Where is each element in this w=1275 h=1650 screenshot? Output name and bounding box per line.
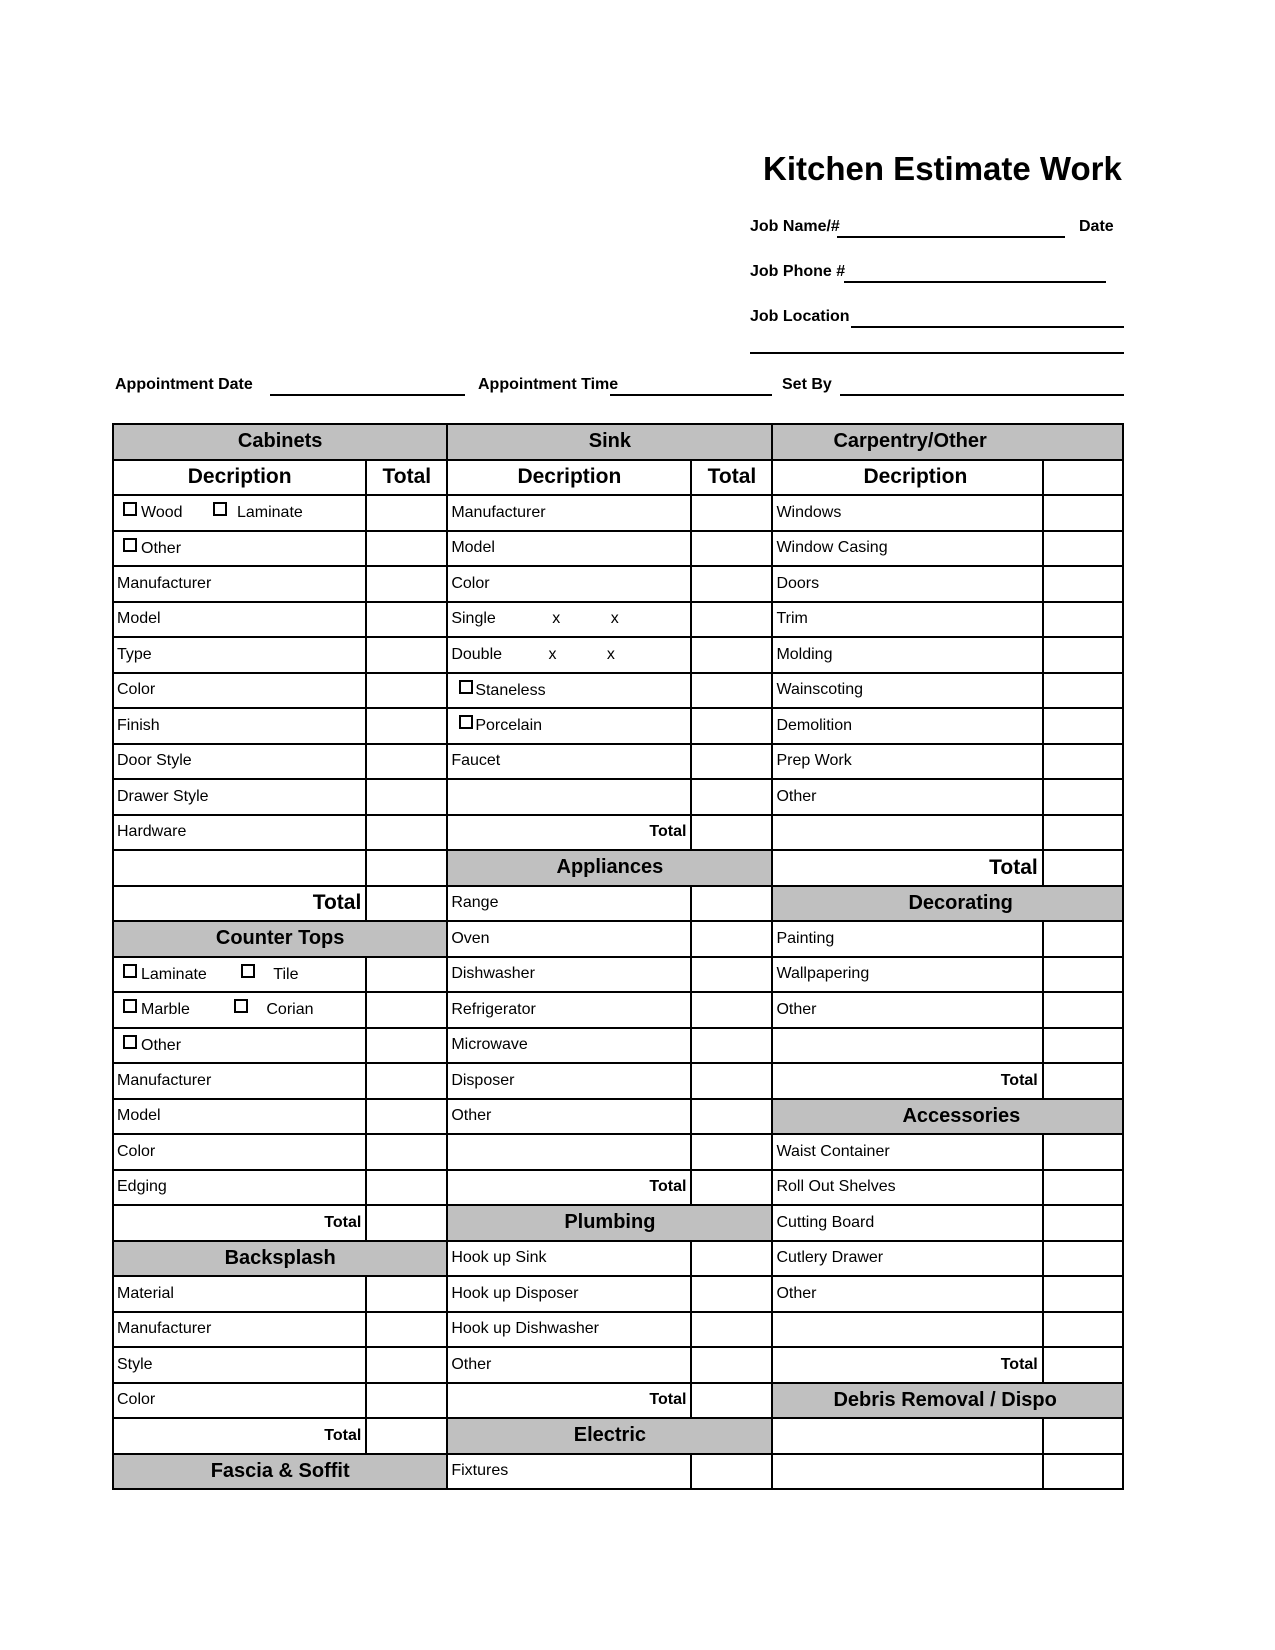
backsplash-total-cell[interactable] bbox=[366, 1276, 447, 1312]
decorating-total-cell[interactable] bbox=[1043, 992, 1123, 1028]
appliances-total-label: Total bbox=[447, 1170, 691, 1206]
countertop-item: Manufacturer bbox=[113, 1063, 366, 1099]
decorating-item: Other bbox=[772, 992, 1042, 1028]
table-row bbox=[113, 708, 1123, 744]
plumbing-grand-total-cell[interactable] bbox=[691, 1383, 772, 1419]
table-row bbox=[113, 531, 1123, 567]
table-row bbox=[113, 1418, 1123, 1454]
sink-total-cell[interactable] bbox=[691, 602, 772, 638]
backsplash-total-cell[interactable] bbox=[366, 1383, 447, 1419]
cabinet-total-cell[interactable] bbox=[366, 602, 447, 638]
appliance-total-cell[interactable] bbox=[691, 992, 772, 1028]
decorating-item: Painting bbox=[772, 921, 1042, 957]
table-row bbox=[113, 424, 1123, 460]
table-row bbox=[113, 1205, 1123, 1241]
table-row bbox=[113, 921, 1123, 957]
cabinet-total-cell[interactable] bbox=[366, 673, 447, 709]
corian-checkbox[interactable] bbox=[234, 999, 248, 1013]
carpentry-total-cell[interactable] bbox=[1043, 602, 1123, 638]
accessory-total-cell[interactable] bbox=[1043, 1241, 1123, 1277]
cabinet-total-cell[interactable] bbox=[366, 708, 447, 744]
electric-total-cell[interactable] bbox=[691, 1454, 772, 1490]
carpentry-item: Trim bbox=[772, 602, 1042, 638]
decorating-blank-cell[interactable] bbox=[772, 1028, 1042, 1064]
accessory-total-cell[interactable] bbox=[1043, 1312, 1123, 1348]
job-location-field[interactable] bbox=[851, 326, 1124, 328]
wood-checkbox[interactable] bbox=[123, 502, 137, 516]
tile-label: Tile bbox=[273, 965, 299, 983]
sink-color-label: Color bbox=[447, 566, 691, 602]
carpentry-item: Windows bbox=[772, 495, 1042, 531]
carpentry-total-header bbox=[1043, 460, 1123, 496]
plumbing-total-label: Total bbox=[447, 1383, 691, 1419]
plumbing-total-cell[interactable] bbox=[691, 1276, 772, 1312]
table-row bbox=[113, 1028, 1123, 1064]
backsplash-item: Material bbox=[113, 1276, 366, 1312]
sink-total-cell[interactable] bbox=[691, 708, 772, 744]
other-checkbox[interactable] bbox=[123, 1035, 137, 1049]
sink-total-cell[interactable] bbox=[691, 531, 772, 567]
table-row bbox=[113, 1312, 1123, 1348]
cabinets-total-header: Total bbox=[366, 460, 447, 496]
appointment-date-label: Appointment Date bbox=[115, 376, 253, 393]
plumbing-item: Hook up Sink bbox=[447, 1241, 691, 1277]
table-row bbox=[113, 1383, 1123, 1419]
date-label: Date bbox=[1079, 218, 1114, 235]
carpentry-total-cell[interactable] bbox=[1043, 637, 1123, 673]
backsplash-item: Manufacturer bbox=[113, 1312, 366, 1348]
appliance-total-cell[interactable] bbox=[691, 1134, 772, 1170]
backsplash-total-cell[interactable] bbox=[366, 1312, 447, 1348]
countertop-other-cell bbox=[113, 1028, 366, 1064]
corian-label: Corian bbox=[266, 1001, 314, 1019]
staneless-checkbox[interactable] bbox=[459, 680, 473, 694]
appliance-total-cell[interactable] bbox=[691, 1028, 772, 1064]
table-row bbox=[113, 957, 1123, 993]
countertop-total-cell[interactable] bbox=[366, 1170, 447, 1206]
carpentry-item: Window Casing bbox=[772, 531, 1042, 567]
accessory-item: Roll Out Shelves bbox=[772, 1170, 1042, 1206]
countertop-total-cell[interactable] bbox=[366, 992, 447, 1028]
table-row bbox=[113, 1170, 1123, 1206]
appliance-blank-cell[interactable] bbox=[447, 1134, 691, 1170]
cabinet-total-cell[interactable] bbox=[366, 815, 447, 851]
debris-total-cell[interactable] bbox=[1043, 1418, 1123, 1454]
page-title: Kitchen Estimate Work bbox=[763, 150, 1122, 187]
table-row bbox=[113, 992, 1123, 1028]
sink-single-cell bbox=[447, 602, 691, 638]
countertop-total-cell[interactable] bbox=[366, 957, 447, 993]
table-row bbox=[113, 566, 1123, 602]
decorating-grand-total-cell[interactable] bbox=[1043, 1063, 1123, 1099]
appliance-total-cell[interactable] bbox=[691, 921, 772, 957]
accessory-item: Waist Container bbox=[772, 1134, 1042, 1170]
carpentry-blank-cell[interactable] bbox=[772, 815, 1042, 851]
accessory-item: Cutting Board bbox=[772, 1205, 1042, 1241]
table-row bbox=[113, 744, 1123, 780]
table-row bbox=[113, 1099, 1123, 1135]
dimension-x: x bbox=[606, 645, 615, 663]
sink-blank-cell[interactable] bbox=[447, 779, 691, 815]
sink-double-label: Double bbox=[451, 645, 503, 663]
cabinets-total-label: Total bbox=[113, 886, 366, 922]
counter-tops-grand-total-cell[interactable] bbox=[366, 1205, 447, 1241]
sink-total-label: Total bbox=[447, 815, 691, 851]
cabinet-item: Drawer Style bbox=[113, 779, 366, 815]
plumbing-total-cell[interactable] bbox=[691, 1241, 772, 1277]
cabinet-total-cell[interactable] bbox=[366, 850, 447, 886]
dimension-x: x bbox=[610, 610, 619, 628]
staneless-label: Staneless bbox=[475, 681, 546, 699]
decorating-title: Decorating bbox=[772, 886, 1123, 922]
cabinet-total-cell[interactable] bbox=[366, 566, 447, 602]
cabinets-grand-total-cell[interactable] bbox=[366, 886, 447, 922]
table-row bbox=[113, 1063, 1123, 1099]
countertop-total-cell[interactable] bbox=[366, 1099, 447, 1135]
debris-title: Debris Removal / Dispo bbox=[772, 1383, 1123, 1419]
cabinet-total-cell[interactable] bbox=[366, 637, 447, 673]
counter-tops-total-label: Total bbox=[113, 1205, 366, 1241]
carpentry-total-cell[interactable] bbox=[1043, 708, 1123, 744]
table-row bbox=[113, 1347, 1123, 1383]
table-row bbox=[113, 602, 1123, 638]
table-row bbox=[113, 1241, 1123, 1277]
carpentry-total-cell[interactable] bbox=[1043, 566, 1123, 602]
decorating-total-cell[interactable] bbox=[1043, 1028, 1123, 1064]
appliance-item: Microwave bbox=[447, 1028, 691, 1064]
carpentry-total-cell[interactable] bbox=[1043, 779, 1123, 815]
sink-total-cell[interactable] bbox=[691, 673, 772, 709]
cabinet-item: Model bbox=[113, 602, 366, 638]
accessory-total-cell[interactable] bbox=[1043, 1170, 1123, 1206]
job-phone-field[interactable] bbox=[844, 281, 1106, 283]
table-row bbox=[113, 1454, 1123, 1490]
accessories-title: Accessories bbox=[772, 1099, 1123, 1135]
carpentry-item: Wainscoting bbox=[772, 673, 1042, 709]
appliance-item: Oven bbox=[447, 921, 691, 957]
wood-label: Wood bbox=[141, 504, 183, 522]
cabinet-other-cell bbox=[113, 531, 366, 567]
appointment-time-field[interactable] bbox=[610, 394, 772, 396]
sink-model-label: Model bbox=[447, 531, 691, 567]
accessory-item: Cutlery Drawer bbox=[772, 1241, 1042, 1277]
accessory-total-cell[interactable] bbox=[1043, 1134, 1123, 1170]
decorating-total-cell[interactable] bbox=[1043, 957, 1123, 993]
table-row bbox=[113, 850, 1123, 886]
carpentry-total-cell[interactable] bbox=[1043, 673, 1123, 709]
plumbing-item: Hook up Disposer bbox=[447, 1276, 691, 1312]
carpentry-title: Carpentry/Other bbox=[772, 424, 1123, 460]
other-label: Other bbox=[141, 1036, 182, 1054]
job-name-field[interactable] bbox=[837, 236, 1065, 238]
job-location-field-line2[interactable] bbox=[750, 352, 1124, 354]
decorating-total-cell[interactable] bbox=[1043, 921, 1123, 957]
sink-total-cell[interactable] bbox=[691, 779, 772, 815]
debris-total-cell[interactable] bbox=[1043, 1454, 1123, 1490]
counter-tops-title: Counter Tops bbox=[113, 921, 447, 957]
appliance-item: Dishwasher bbox=[447, 957, 691, 993]
carpentry-total-cell[interactable] bbox=[1043, 495, 1123, 531]
appliance-item: Disposer bbox=[447, 1063, 691, 1099]
set-by-field[interactable] bbox=[840, 394, 1124, 396]
set-by-label: Set By bbox=[782, 376, 832, 393]
electric-item: Fixtures bbox=[447, 1454, 691, 1490]
sink-faucet-label: Faucet bbox=[447, 744, 691, 780]
accessory-total-cell[interactable] bbox=[1043, 1276, 1123, 1312]
job-phone-label: Job Phone # bbox=[750, 263, 846, 280]
table-row bbox=[113, 1276, 1123, 1312]
appliance-item: Other bbox=[447, 1099, 691, 1135]
backsplash-item: Color bbox=[113, 1383, 366, 1419]
sink-porcelain-cell bbox=[447, 708, 691, 744]
dimension-x: x bbox=[548, 645, 557, 663]
carpentry-total-cell[interactable] bbox=[1043, 744, 1123, 780]
cabinet-item: Manufacturer bbox=[113, 566, 366, 602]
appliances-grand-total-cell[interactable] bbox=[691, 1170, 772, 1206]
accessories-grand-total-cell[interactable] bbox=[1043, 1347, 1123, 1383]
job-name-label: Job Name/# bbox=[750, 218, 840, 235]
sink-total-header: Total bbox=[691, 460, 772, 496]
plumbing-title: Plumbing bbox=[447, 1205, 772, 1241]
plumbing-total-cell[interactable] bbox=[691, 1347, 772, 1383]
table-row bbox=[113, 495, 1123, 531]
table-row bbox=[113, 460, 1123, 496]
electric-title: Electric bbox=[447, 1418, 772, 1454]
cabinet-item: Type bbox=[113, 637, 366, 673]
accessory-total-cell[interactable] bbox=[1043, 1205, 1123, 1241]
carpentry-item: Prep Work bbox=[772, 744, 1042, 780]
appointment-time-label: Appointment Time bbox=[478, 376, 619, 393]
sink-total-cell[interactable] bbox=[691, 566, 772, 602]
cabinet-item: Hardware bbox=[113, 815, 366, 851]
table-row bbox=[113, 815, 1123, 851]
laminate-label: Laminate bbox=[141, 965, 207, 983]
carpentry-total-cell[interactable] bbox=[1043, 531, 1123, 567]
countertop-total-cell[interactable] bbox=[366, 1063, 447, 1099]
estimate-grid bbox=[112, 423, 1124, 1490]
backsplash-total-label: Total bbox=[113, 1418, 366, 1454]
cabinet-item: Door Style bbox=[113, 744, 366, 780]
cabinet-total-cell[interactable] bbox=[366, 744, 447, 780]
appointment-date-field[interactable] bbox=[270, 394, 465, 396]
debris-blank-cell[interactable] bbox=[772, 1454, 1042, 1490]
cabinet-blank-cell[interactable] bbox=[113, 850, 366, 886]
appliance-item: Refrigerator bbox=[447, 992, 691, 1028]
cabinets-title: Cabinets bbox=[113, 424, 447, 460]
tile-checkbox[interactable] bbox=[241, 964, 255, 978]
debris-blank-cell[interactable] bbox=[772, 1418, 1042, 1454]
sink-double-cell bbox=[447, 637, 691, 673]
carpentry-total-label: Total bbox=[772, 850, 1042, 886]
sink-desc-header: Decription bbox=[447, 460, 691, 496]
plumbing-item: Other bbox=[447, 1347, 691, 1383]
decorating-item: Wallpapering bbox=[772, 957, 1042, 993]
marble-label: Marble bbox=[141, 1001, 190, 1019]
cabinet-item: Finish bbox=[113, 708, 366, 744]
sink-grand-total-cell[interactable] bbox=[691, 815, 772, 851]
countertop-material-cell bbox=[113, 957, 366, 993]
accessory-blank-cell[interactable] bbox=[772, 1312, 1042, 1348]
sink-single-label: Single bbox=[451, 610, 496, 628]
other-checkbox[interactable] bbox=[123, 538, 137, 552]
countertop-total-cell[interactable] bbox=[366, 1028, 447, 1064]
countertop-item: Color bbox=[113, 1134, 366, 1170]
sink-manufacturer-label: Manufacturer bbox=[447, 495, 691, 531]
sink-staneless-cell bbox=[447, 673, 691, 709]
marble-checkbox[interactable] bbox=[123, 999, 137, 1013]
appliances-title: Appliances bbox=[447, 850, 772, 886]
porcelain-checkbox[interactable] bbox=[459, 715, 473, 729]
other-label: Other bbox=[141, 539, 182, 557]
accessories-total-label: Total bbox=[772, 1347, 1042, 1383]
cabinet-total-cell[interactable] bbox=[366, 531, 447, 567]
countertop-material-cell bbox=[113, 992, 366, 1028]
sink-title: Sink bbox=[447, 424, 772, 460]
table-row bbox=[113, 673, 1123, 709]
backsplash-total-cell[interactable] bbox=[366, 1347, 447, 1383]
cabinet-material-cell bbox=[113, 495, 366, 531]
backsplash-grand-total-cell[interactable] bbox=[366, 1418, 447, 1454]
sink-total-cell[interactable] bbox=[691, 744, 772, 780]
carpentry-item: Doors bbox=[772, 566, 1042, 602]
plumbing-total-cell[interactable] bbox=[691, 1312, 772, 1348]
carpentry-total-cell[interactable] bbox=[1043, 815, 1123, 851]
appliance-total-cell[interactable] bbox=[691, 1063, 772, 1099]
table-row bbox=[113, 779, 1123, 815]
carpentry-item: Molding bbox=[772, 637, 1042, 673]
countertop-total-cell[interactable] bbox=[366, 1134, 447, 1170]
laminate-label: Laminate bbox=[236, 504, 303, 522]
appliance-total-cell[interactable] bbox=[691, 957, 772, 993]
carpentry-desc-header: Decription bbox=[772, 460, 1042, 496]
decorating-total-label: Total bbox=[772, 1063, 1042, 1099]
laminate-checkbox[interactable] bbox=[123, 964, 137, 978]
cabinet-total-cell[interactable] bbox=[366, 779, 447, 815]
dimension-x: x bbox=[552, 610, 561, 628]
porcelain-label: Porcelain bbox=[475, 717, 543, 735]
sink-total-cell[interactable] bbox=[691, 637, 772, 673]
carpentry-item: Other bbox=[772, 779, 1042, 815]
fascia-title: Fascia & Soffit bbox=[113, 1454, 447, 1490]
cabinets-desc-header: Decription bbox=[113, 460, 366, 496]
laminate-checkbox[interactable] bbox=[213, 502, 227, 516]
table-row bbox=[113, 886, 1123, 922]
plumbing-item: Hook up Dishwasher bbox=[447, 1312, 691, 1348]
table-row bbox=[113, 637, 1123, 673]
countertop-item: Model bbox=[113, 1099, 366, 1135]
carpentry-item: Demolition bbox=[772, 708, 1042, 744]
backsplash-item: Style bbox=[113, 1347, 366, 1383]
backsplash-title: Backsplash bbox=[113, 1241, 447, 1277]
carpentry-grand-total-cell[interactable] bbox=[1043, 850, 1123, 886]
countertop-item: Edging bbox=[113, 1170, 366, 1206]
cabinet-total-cell[interactable] bbox=[366, 495, 447, 531]
appliance-item: Range bbox=[447, 886, 691, 922]
table-row bbox=[113, 1134, 1123, 1170]
appliance-total-cell[interactable] bbox=[691, 886, 772, 922]
sink-total-cell[interactable] bbox=[691, 495, 772, 531]
job-location-label: Job Location bbox=[750, 308, 850, 325]
cabinet-item: Color bbox=[113, 673, 366, 709]
appliance-total-cell[interactable] bbox=[691, 1099, 772, 1135]
accessory-item: Other bbox=[772, 1276, 1042, 1312]
